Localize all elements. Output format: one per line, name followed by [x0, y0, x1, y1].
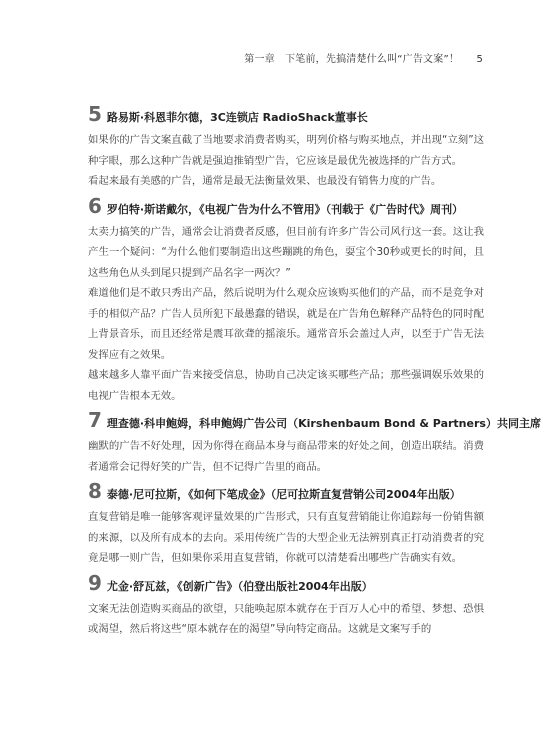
paragraph: 太卖力搞笑的广告，通常会让消费者反感，但目前有许多广告公司风行这一套。这让我产生一个疑问：“为什么他们要制造出这些蹦跳的角色，耍宝个30秒或更长的时间，且这些角色从头到尾只提到产品名字一两次？”: [88, 225, 484, 279]
section-number: 5: [88, 102, 102, 126]
chapter-title: 第一章 下笔前，先搞清楚什么叫“广告文案”！: [244, 54, 460, 65]
section-title: 罗伯特·斯诺戴尔，《电视广告为什么不管用》（刊载于《广告时代》周刊）: [106, 202, 464, 216]
section-title: 理查德·科申鲍姆，科申鲍姆广告公司（Kirshenbaum Bond & Partners）共同主席: [106, 417, 541, 430]
paragraph: 越来越多人靠平面广告来接受信息，协助自己决定该买哪些产品；那些强调娱乐效果的电视广告根本无效。: [88, 369, 484, 402]
quote-section: [88, 408, 541, 477]
page-body: [88, 102, 541, 644]
section-heading: [88, 481, 484, 505]
paragraph: 文案无法创造购买商品的欲望，只能唤起原本就存在于百万人心中的希望、梦想、恐惧或渴望，然后将这些“原本就存在的渴望”导向特定商品。这就是文案写手的: [88, 602, 484, 635]
quote-section: [88, 481, 484, 569]
quote-section: [88, 570, 484, 640]
section-number: 6: [88, 193, 102, 218]
section-number: 9: [88, 570, 102, 595]
quote-section: [88, 193, 484, 407]
section-heading: [88, 408, 541, 434]
paragraph: 看起来最有美感的广告，通常是最无法衡量效果、也最没有销售力度的广告。: [88, 175, 442, 187]
paragraph: 如果你的广告文案直截了当地要求消费者购买，明列价格与购买地点，并出现“立刻”这种字眼，那么这种广告就是强迫推销型广告，它应该是最优先被选择的广告方式。: [88, 134, 484, 167]
section-number: 7: [88, 408, 102, 432]
section-title: 泰德·尼可拉斯，《如何下笔成金》（尼可拉斯直复营销公司2004年出版）: [106, 488, 461, 501]
running-header: [244, 50, 483, 65]
page-number: 5: [476, 54, 483, 65]
quote-section: [88, 104, 484, 192]
section-heading: [88, 104, 484, 128]
section-title: 尤金·舒瓦兹，《创新广告》（伯登出版社2004年出版）: [106, 579, 373, 593]
section-heading: [88, 193, 484, 220]
section-heading: [88, 570, 484, 597]
paragraph: 幽默的广告不好处理，因为你得在商品本身与商品带来的好处之间，创造出联结。消费者通常会记得好笑的广告，但不记得广告里的商品。: [88, 440, 484, 473]
section-title: 路易斯·科恩菲尔德，3C连锁店 RadioShack董事长: [106, 111, 368, 124]
paragraph: 难道他们是不敢只秀出产品，然后说明为什么观众应该购买他们的产品，而不是竞争对手的相似产品？广告人员所犯下最愚蠢的错误，就是在广告角色解释产品特色的同时配上背景音乐，而且还经常是震耳欲聋的摇滚乐。通常音乐会盖过人声，以至于广告无法发挥应有之效果。: [88, 287, 484, 361]
paragraph: 直复营销是唯一能够客观评量效果的广告形式，只有直复营销能让你追踪每一份销售额的来源，以及所有成本的去向。采用传统广告的大型企业无法辨别真正打动消费者的究竟是哪一则广告，但如果你采用直复营销，你就可以清楚看出哪些广告确实有效。: [88, 511, 484, 564]
section-number: 8: [88, 479, 102, 503]
